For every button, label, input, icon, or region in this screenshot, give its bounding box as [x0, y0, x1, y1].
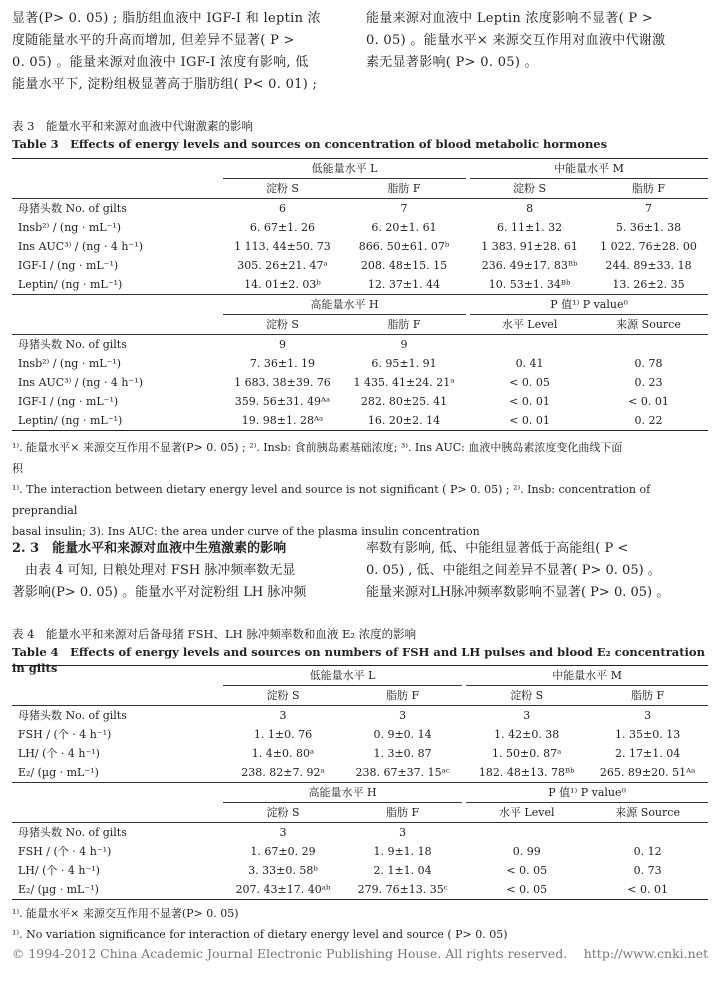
row-label: 母猪头数 No. of gilts	[18, 826, 127, 839]
section-2-3-left	[12, 538, 352, 604]
group-header: 高能量水平 H	[223, 783, 462, 803]
cell: 0. 41	[515, 357, 544, 370]
row-label: IGF-Ⅰ / (ng · mL⁻¹)	[18, 259, 119, 272]
note-line: ¹⁾. No variation significance for interaction of dietary energy level and source ( P> 0. 05)	[12, 928, 508, 941]
row-label: Insb²⁾ / (ng · mL⁻¹)	[18, 221, 122, 234]
note-line: basal insulin; 3). Ins AUC: the area under curve of the plasma insulin concentration	[12, 525, 480, 538]
group-header: 中能量水平 M	[466, 666, 708, 686]
table-row	[12, 744, 708, 763]
row-label: 母猪头数 No. of gilts	[18, 202, 127, 215]
table-row	[12, 199, 708, 219]
cell: 1 022. 76±28. 00	[600, 240, 697, 253]
column-header: 水平 Level	[466, 803, 587, 823]
table-row	[12, 411, 708, 431]
cell: 2. 1±1. 04	[373, 864, 432, 877]
cell: 7	[400, 202, 408, 215]
cell: 13. 26±2. 35	[612, 278, 685, 291]
column-header: 脂肪 F	[343, 803, 462, 823]
table-row	[12, 725, 708, 744]
text-line: 度随能量水平的升高而增加, 但差异不显著( P >	[12, 33, 295, 48]
cell: 3	[523, 709, 531, 722]
column-header: 淀粉 S	[223, 179, 342, 199]
cell: 244. 89±33. 18	[605, 259, 692, 272]
cell: < 0. 05	[509, 376, 550, 389]
cell: 1. 9±1. 18	[373, 845, 432, 858]
note-line: 积	[12, 462, 23, 475]
group-header: P 值¹⁾ P value⁰	[470, 295, 708, 315]
column-header: 来源 Source	[587, 803, 708, 823]
column-header: 淀粉 S	[466, 686, 587, 706]
table-subheader-row	[12, 179, 708, 199]
text-line: 0. 05) 。能量水平× 来源交互作用对血液中代谢激	[366, 33, 666, 48]
cell: 1 683. 38±39. 76	[234, 376, 331, 389]
row-label: E₂/ (µg · mL⁻¹)	[18, 766, 99, 779]
text-line: 能量水平下, 淀粉组极显著高于脂肪组( P< 0. 01) ;	[12, 77, 318, 92]
cell: 182. 48±13. 78ᴮᵇ	[478, 766, 575, 779]
cell: 0. 78	[634, 357, 663, 370]
column-header: 脂肪 F	[589, 179, 708, 199]
cell: 2. 17±1. 04	[615, 747, 681, 760]
column-header: 脂肪 F	[587, 686, 708, 706]
table-row	[12, 335, 708, 355]
text-line: 素无显著影响( P> 0. 05) 。	[366, 55, 538, 70]
cell	[466, 823, 587, 843]
text-line: 0. 05) 。能量来源对血液中 IGF-Ⅰ 浓度有影响, 低	[12, 55, 309, 70]
cell: 19. 98±1. 28ᴬᵃ	[223, 411, 342, 431]
cell: 10. 53±1. 34ᴮᵇ	[488, 278, 571, 291]
cell: 3. 33±0. 58ᵇ	[248, 864, 318, 877]
cell: 359. 56±31. 49ᴬᵃ	[234, 395, 331, 408]
cell: 238. 67±37. 15ᵃᶜ	[355, 766, 450, 779]
cell: 6. 20±1. 61	[371, 221, 437, 234]
cell: < 0. 01	[628, 395, 669, 408]
table4-notes	[12, 903, 708, 945]
row-label: Insb²⁾ / (ng · mL⁻¹)	[18, 357, 122, 370]
table-header-row	[12, 159, 708, 179]
row-label: LH/ (个 · 4 h⁻¹)	[18, 864, 100, 877]
table-header-row	[12, 783, 708, 803]
note-line: ¹⁾. 能量水平× 来源交互作用不显著(P> 0. 05) ; ²⁾. Insb: 食前胰岛素基础浓度; ³⁾. Ins AUC: 血液中胰岛素浓度变化曲线下面	[12, 441, 623, 454]
cell: 0. 23	[634, 376, 663, 389]
column-header: 脂肪 F	[342, 179, 466, 199]
column-header: 脂肪 F	[343, 686, 462, 706]
table-header-row	[12, 295, 708, 315]
table3	[12, 158, 708, 431]
cell: 6. 95±1. 91	[371, 357, 437, 370]
row-label: LH/ (个 · 4 h⁻¹)	[18, 747, 100, 760]
cell: 0. 99	[512, 845, 541, 858]
table3-notes	[12, 437, 708, 542]
cell: 6	[278, 202, 286, 215]
cell: 236. 49±17. 83ᴮᵇ	[481, 259, 578, 272]
cell: 7. 36±1. 19	[249, 357, 316, 370]
text-line: 显著(P> 0. 05) ; 脂肪组血液中 IGF-Ⅰ 和 leptin 浓	[12, 11, 321, 26]
cell: 3	[399, 709, 407, 722]
table-subheader-row	[12, 315, 708, 335]
cell: < 0. 01	[470, 411, 589, 431]
column-header: 淀粉 S	[470, 179, 589, 199]
cell: 1. 4±0. 80ᵃ	[251, 747, 315, 760]
cell: 3	[279, 709, 287, 722]
table-row	[12, 392, 708, 411]
column-header: 淀粉 S	[223, 315, 342, 335]
table-header-row	[12, 666, 708, 686]
cell: 238. 82±7. 92ᵃ	[241, 766, 325, 779]
row-label: FSH / (个 · 4 h⁻¹)	[18, 845, 112, 858]
row-label: E₂/ (µg · mL⁻¹)	[12, 880, 223, 900]
table-row	[12, 256, 708, 275]
table-subheader-row	[12, 686, 708, 706]
table-row	[12, 842, 708, 861]
section-2-3-right	[366, 538, 706, 604]
cell: 6. 67±1. 26	[249, 221, 316, 234]
cell: 866. 50±61. 07ᵇ	[358, 240, 450, 253]
cell: 3	[644, 709, 652, 722]
text-line: 由表 4 可知, 日粮处理对 FSH 脉冲频率数无显	[12, 563, 296, 578]
cell: 12. 37±1. 44	[367, 278, 441, 291]
table-row	[12, 763, 708, 783]
cell: 1. 1±0. 76	[253, 728, 313, 741]
row-label: Ins AUC³⁾ / (ng · 4 h⁻¹)	[18, 376, 144, 389]
cell: 1. 35±0. 13	[615, 728, 681, 741]
cell: < 0. 05	[506, 864, 548, 877]
group-header: 高能量水平 H	[223, 295, 466, 315]
cell: < 0. 05	[466, 880, 587, 900]
column-header: 淀粉 S	[223, 686, 343, 706]
column-header: 水平 Level	[470, 315, 589, 335]
cell: 7	[645, 202, 653, 215]
column-header: 淀粉 S	[223, 803, 343, 823]
cell: 305. 26±21. 47ᵃ	[237, 259, 328, 272]
row-label: Leptin/ (ng · mL⁻¹)	[12, 411, 223, 431]
text-line: 0. 05) , 低、中能组之间差异不显著( P> 0. 05) 。	[366, 563, 661, 578]
note-line: ¹⁾. The interaction between dietary energy level and source is not significant ( P> 0. 05) ; ²⁾. Insb: concentration of preprandial	[12, 483, 651, 517]
cell: 14. 01±2. 03ᵇ	[244, 278, 321, 291]
cell: 0. 73	[633, 864, 662, 877]
cell: 1 113. 44±50. 73	[234, 240, 331, 253]
cell: < 0. 01	[587, 880, 708, 900]
row-label: Ins AUC³⁾ / (ng · 4 h⁻¹)	[18, 240, 144, 253]
cell: 3	[279, 826, 287, 839]
cell: 0. 9±0. 14	[373, 728, 432, 741]
table-row	[12, 880, 708, 900]
row-label: FSH / (个 · 4 h⁻¹)	[18, 728, 112, 741]
cell: 8	[526, 202, 534, 215]
cell: 0. 22	[589, 411, 708, 431]
cell: 5. 36±1. 38	[615, 221, 682, 234]
cell: 6. 11±1. 32	[496, 221, 563, 234]
row-label: IGF-Ⅰ / (ng · mL⁻¹)	[18, 395, 119, 408]
table4-caption-cn: 表 4 能量水平和来源对后备母猪 FSH、LH 脉冲频率数和血液 E₂ 浓度的影响	[12, 627, 417, 641]
row-label: Leptin/ (ng · mL⁻¹)	[18, 278, 123, 291]
row-label: 母猪头数 No. of gilts	[18, 709, 127, 722]
table-row	[12, 373, 708, 392]
text-line: 能量来源对血液中 Leptin 浓度影响不显著( P >	[366, 11, 654, 26]
cell: 265. 89±20. 51ᴬᵃ	[599, 766, 696, 779]
copyright-footer: © 1994-2012 China Academic Journal Electronic Publishing House. All rights reserved. http://www.cnki.net	[11, 946, 709, 961]
group-header: 低能量水平 L	[223, 666, 462, 686]
cell: 1 435. 41±24. 21ᵃ	[353, 376, 455, 389]
text-line: 能量来源对LH脉冲频率数影响不显著( P> 0. 05) 。	[366, 585, 670, 600]
body-text-right	[366, 8, 706, 74]
table-row	[12, 823, 708, 843]
group-header: P 值¹⁾ P value⁰	[466, 783, 708, 803]
table-row	[12, 861, 708, 880]
table-row	[12, 275, 708, 295]
table-row	[12, 218, 708, 237]
cell: 9	[400, 338, 408, 351]
text-line: 率数有影响, 低、中能组显著低于高能组( P <	[366, 541, 629, 556]
body-text-left	[12, 8, 347, 96]
cell: 279. 76±13. 35ᶜ	[343, 880, 462, 900]
row-label: 母猪头数 No. of gilts	[18, 338, 127, 351]
note-line: ¹⁾. 能量水平× 来源交互作用不显著(P> 0. 05)	[12, 907, 239, 920]
table-row	[12, 237, 708, 256]
cell: 16. 20±2. 14	[342, 411, 466, 431]
text-line: 著影响(P> 0. 05) 。能量水平对淀粉组 LH 脉冲频	[12, 585, 307, 600]
table4	[12, 665, 708, 900]
table3-caption-cn: 表 3 能量水平和来源对血液中代谢激素的影响	[12, 119, 253, 133]
table-row	[12, 354, 708, 373]
group-header: 中能量水平 M	[470, 159, 708, 179]
cell	[470, 335, 589, 355]
table4-caption-en: Table 4 Effects of energy levels and sources on numbers of FSH and LH pulses and blood E₂ concentration in gilts	[12, 645, 705, 675]
cell	[587, 823, 708, 843]
cell: 1. 42±0. 38	[494, 728, 560, 741]
cell: < 0. 01	[509, 395, 550, 408]
cell: 1. 50±0. 87ᵃ	[491, 747, 562, 760]
table-row	[12, 706, 708, 726]
table3-caption-en: Table 3 Effects of energy levels and sources on concentration of blood metabolic hormones	[12, 137, 608, 151]
cell: 1. 3±0. 87	[373, 747, 432, 760]
table-subheader-row	[12, 803, 708, 823]
cell: 282. 80±25. 41	[360, 395, 448, 408]
section-heading: 2. 3 能量水平和来源对血液中生殖激素的影响	[12, 541, 287, 556]
cell: 207. 43±17. 40ᵃᵇ	[223, 880, 343, 900]
cell: 1. 67±0. 29	[250, 845, 316, 858]
column-header: 来源 Source	[589, 315, 708, 335]
column-header: 脂肪 F	[342, 315, 466, 335]
cell: 208. 48±15. 15	[360, 259, 448, 272]
group-header: 低能量水平 L	[223, 159, 466, 179]
cell	[589, 335, 708, 355]
cell: 0. 12	[633, 845, 662, 858]
cell: 9	[278, 338, 286, 351]
cell: 3	[399, 826, 407, 839]
cell: 1 383. 91±28. 61	[481, 240, 578, 253]
